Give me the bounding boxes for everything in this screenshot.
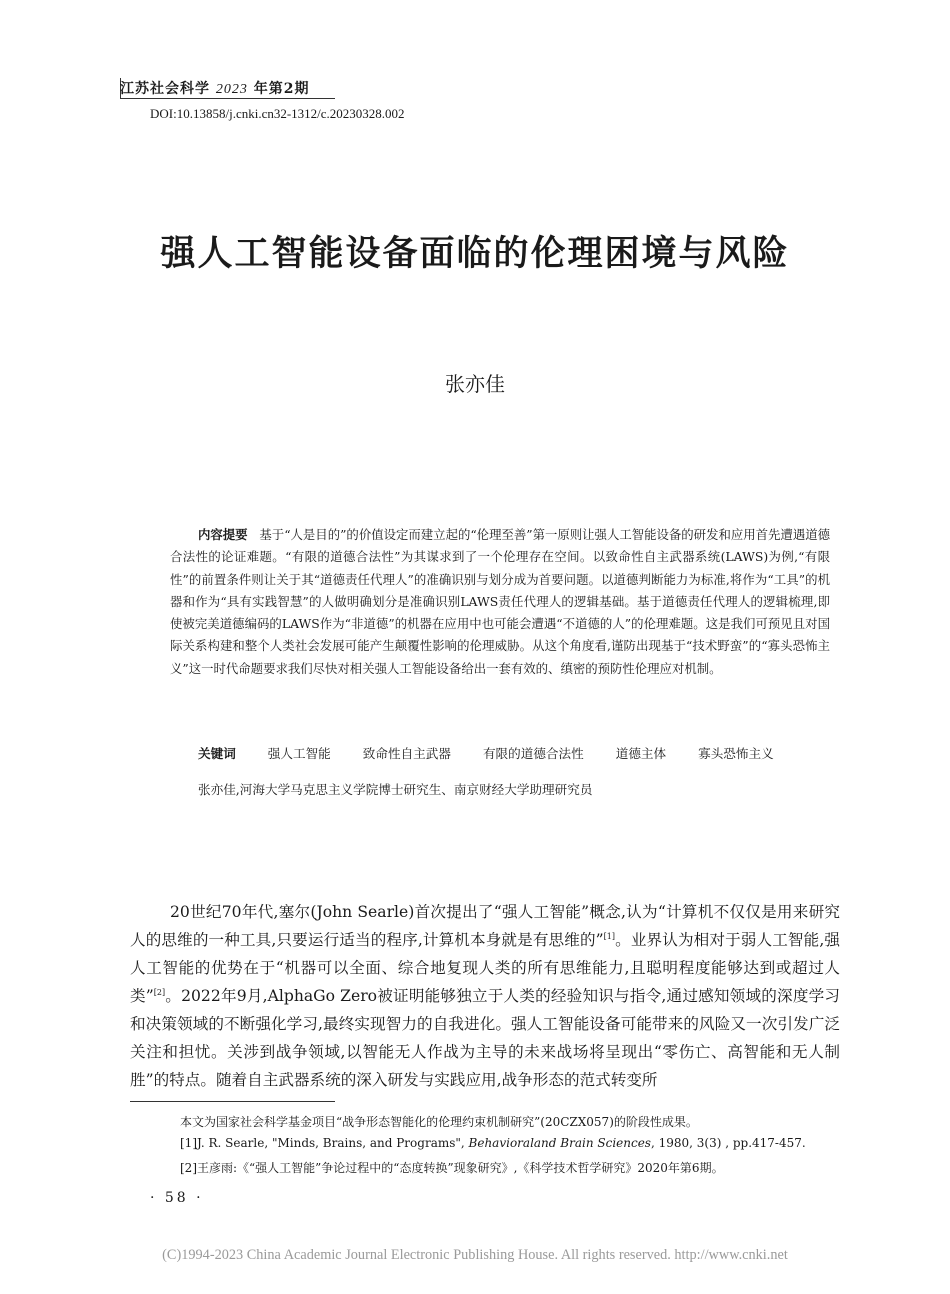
abstract-label: 内容提要 — [198, 527, 248, 542]
abstract — [170, 524, 830, 680]
footnote-1 — [180, 1136, 840, 1150]
footnote-text: , 1980, 3(3) , pp.417-457. — [650, 1136, 806, 1150]
journal-year: 2023 — [215, 82, 248, 97]
footnote-text: [1]J. R. Searle, "Minds, Brains, and Programs", — [180, 1136, 469, 1150]
body-text-part: 。业界认为相对于弱人工智能,强人工智能的优势在于“机器可以全面、综合地复现人类的所有思维能力,且聪明程度能够达到或超过人类” — [130, 931, 840, 1005]
footnote-2: [2]王彦雨:《“强人工智能”争论过程中的“态度转换”现象研究》,《科学技术哲学研究》2020年第6期。 — [180, 1161, 724, 1175]
page-number: · 58 · — [150, 1190, 204, 1206]
footnote-funding: 本文为国家社会科学基金项目“战争形态智能化的伦理约束机制研究”(20CZX057)的阶段性成果。 — [180, 1115, 698, 1129]
journal-issue: 年第2期 — [253, 81, 310, 97]
body-text-part: 20世纪70年代,塞尔(John Searle)首次提出了“强人工智能”概念,认为“计算机不仅仅是用来研究人的思维的一种工具,只要运行适当的程序,计算机本身就是有思维的” — [130, 903, 840, 949]
citation-ref[interactable]: [2] — [153, 987, 166, 997]
copyright-notice: (C)1994-2023 China Academic Journal Electronic Publishing House. All rights reserved. http://www.cnki.net — [162, 1247, 788, 1263]
body-text-part: 。2022年9月,AlphaGo Zero被证明能够独立于人类的经验知识与指令,通过感知领域的深度学习和决策领域的不断强化学习,最终实现智力的自我进化。强人工智能设备可能带来的风险又一次引发广泛关注和担忧。关涉到战争领域,以智能无人作战为主导的未来战场将呈现出“零伤亡、高智能和无人制胜”的特点。随着自主武器系统的深入研发与实践应用,战争形态的范式转变所 — [130, 987, 840, 1089]
keyword: 寡头恐怖主义 — [698, 746, 774, 761]
keyword: 强人工智能 — [267, 746, 331, 761]
journal-header — [120, 78, 310, 98]
doi: DOI:10.13858/j.cnki.cn32-1312/c.20230328.002 — [150, 106, 405, 121]
author-bio: 张亦佳,河海大学马克思主义学院博士研究生、南京财经大学助理研究员 — [198, 782, 593, 797]
journal-name: 江苏社会科学 — [120, 81, 210, 97]
body-paragraph — [130, 898, 840, 1094]
keyword: 道德主体 — [615, 746, 667, 761]
keyword: 有限的道德合法性 — [482, 746, 584, 761]
author-name: 张亦佳 — [445, 372, 505, 396]
keywords-label: 关键词 — [198, 746, 236, 761]
article-title: 强人工智能设备面临的伦理困境与风险 — [160, 234, 790, 274]
header-rule — [120, 98, 335, 99]
abstract-text: 基于“人是目的”的价值设定而建立起的“伦理至善”第一原则让强人工智能设备的研发和应用首先遭遇道德合法性的论证难题。“有限的道德合法性”为其谋求到了一个伦理存在空间。以致命性自主武器系统(LAWS)为例,“有限性”的前置条件则让关于其“道德责任代理人”的准确识别与划分成为首要问题。以道德判断能力为标准,将作为“工具”的机器和作为“具有实践智慧”的人做明确划分是准确识别LAWS责任代理人的逻辑基础。基于道德责任代理人的逻辑梳理,即使被完美道德编码的LAWS作为“非道德”的机器在应用中也可能会遭遇“不道德的人”的伦理难题。这是我们可预见且对国际关系构建和整个人类社会发展可能产生颠覆性影响的伦理威胁。从这个角度看,谨防出现基于“技术野蛮”的“寡头恐怖主义”这一时代命题要求我们尽快对相关强人工智能设备给出一套有效的、缜密的预防性伦理应对机制。 — [170, 527, 830, 676]
keyword: 致命性自主武器 — [362, 746, 451, 761]
keywords — [198, 743, 790, 762]
footnote-rule — [130, 1101, 335, 1102]
citation-ref[interactable]: [1] — [603, 931, 615, 941]
footnote-journal: Behavioraland Brain Sciences — [468, 1136, 651, 1150]
